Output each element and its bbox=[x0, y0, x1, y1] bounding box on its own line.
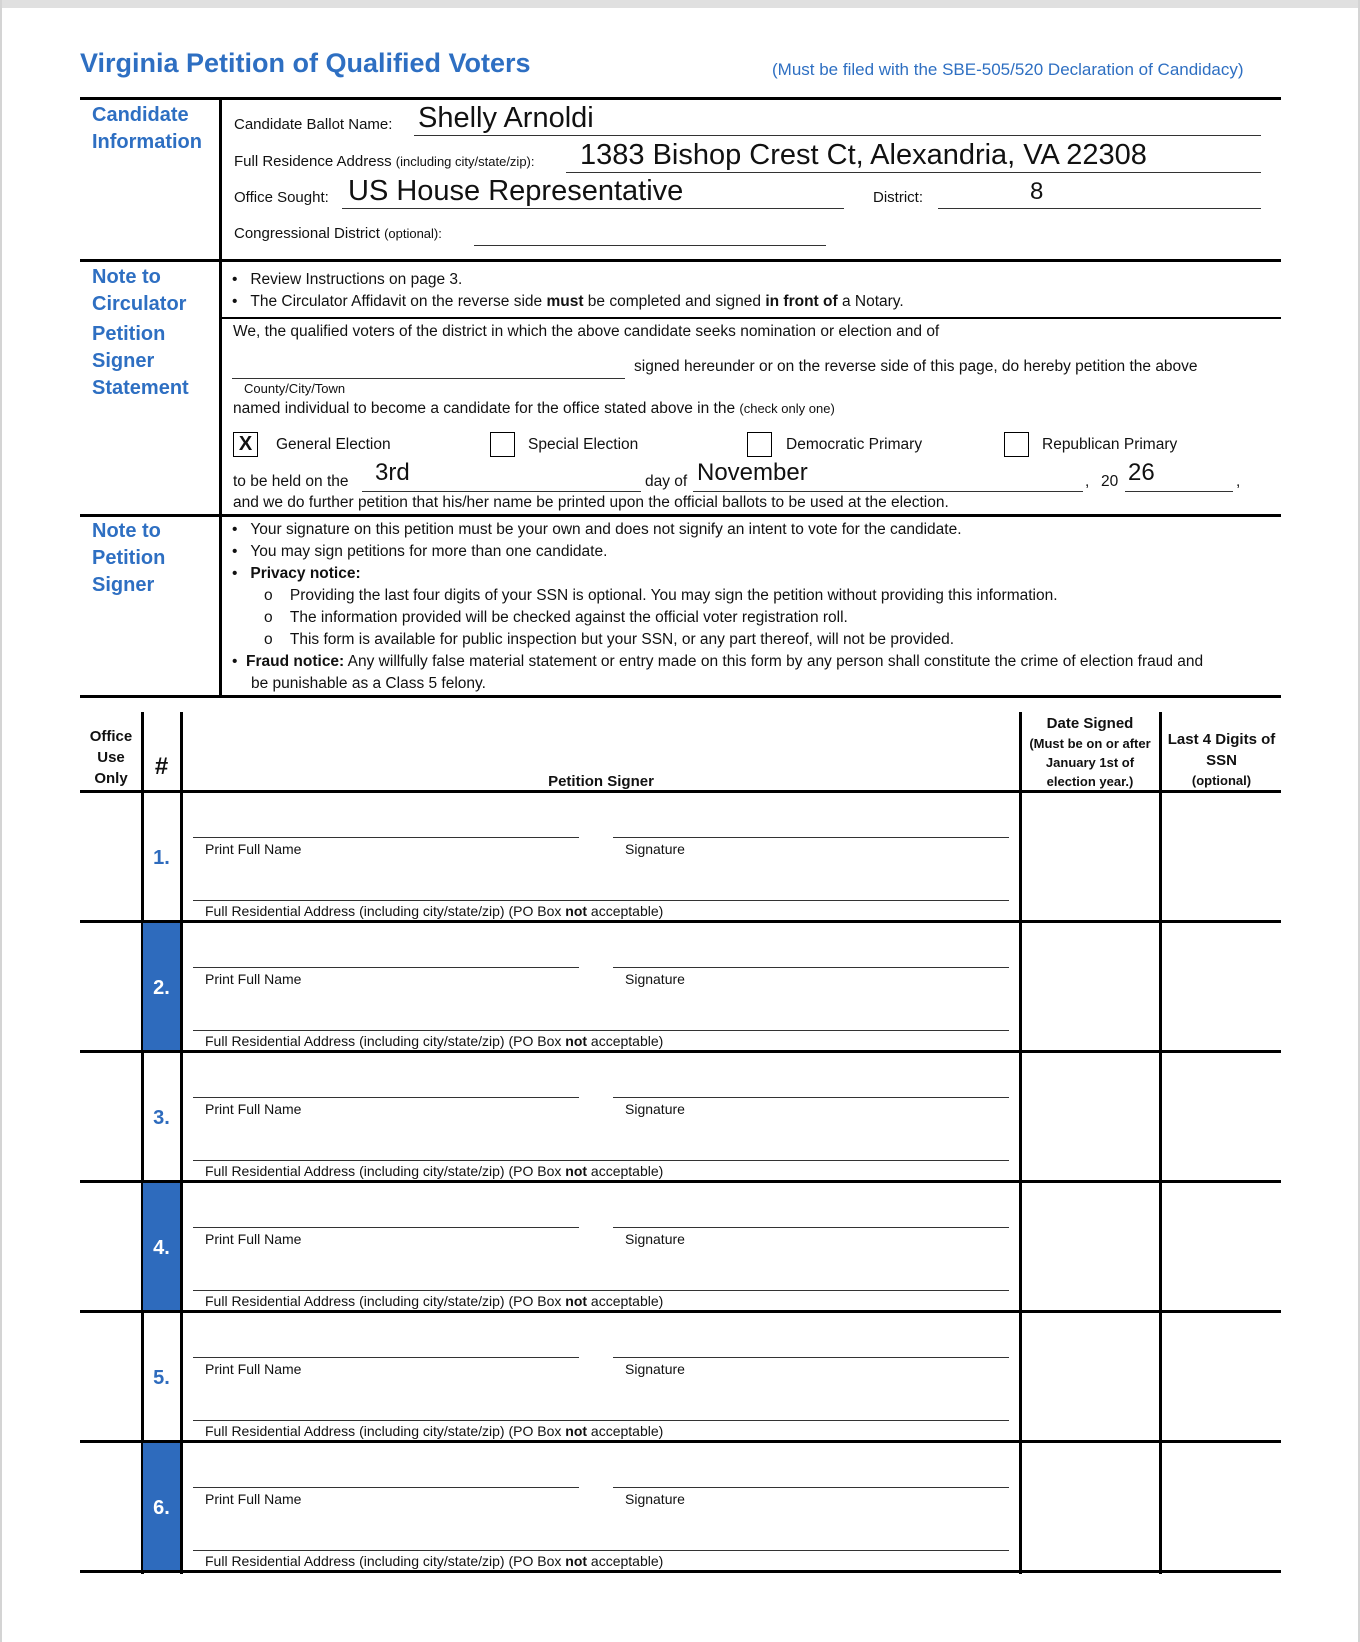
col-number: # bbox=[154, 753, 169, 780]
col-date-note: (Must be on or after January 1st of election year.) bbox=[1029, 736, 1151, 789]
statement-line-2: signed hereunder or on the reverse side of this page, do hereby petition the above bbox=[634, 358, 1198, 375]
row-rule bbox=[80, 1570, 1281, 1573]
signer-note-3: • Privacy notice: bbox=[232, 565, 361, 582]
general-election-checkbox[interactable]: X bbox=[233, 432, 258, 457]
viewer-top-bar bbox=[0, 0, 1360, 8]
address-line[interactable] bbox=[193, 1420, 1009, 1421]
privacy-note-1: o Providing the last four digits of your SSN is optional. You may sign the petition without providing this information. bbox=[264, 587, 1058, 604]
col-petition-signer: Petition Signer bbox=[548, 773, 654, 790]
print-name-label: Print Full Name bbox=[205, 841, 302, 857]
page-edge-left bbox=[0, 0, 2, 1642]
row-rule bbox=[80, 1440, 1281, 1443]
print-name-line[interactable] bbox=[193, 1097, 579, 1098]
rule-after-circulator bbox=[219, 317, 1281, 319]
signature-line[interactable] bbox=[613, 1487, 1009, 1488]
election-year-line bbox=[1125, 491, 1233, 492]
address-label: Full Residential Address (including city/state/zip) (PO Box not acceptable) bbox=[205, 903, 664, 919]
print-name-line[interactable] bbox=[193, 1227, 579, 1228]
district-label: District: bbox=[873, 189, 923, 206]
rule-top bbox=[80, 97, 1281, 100]
office-label: Office Sought: bbox=[234, 189, 329, 206]
signature-label: Signature bbox=[625, 1491, 685, 1507]
row-rule bbox=[80, 1310, 1281, 1313]
address-line[interactable] bbox=[193, 900, 1009, 901]
col-ssn-note: (optional) bbox=[1191, 773, 1252, 788]
signer-note-1: • Your signature on this petition must be your own and does not signify an intent to vote for the candidate. bbox=[232, 521, 962, 538]
election-year-value[interactable]: 26 bbox=[1128, 459, 1155, 486]
col-date-title: Date Signed bbox=[1046, 715, 1134, 732]
special-election-checkbox[interactable] bbox=[490, 432, 515, 457]
rule-after-statement bbox=[80, 514, 1281, 517]
circulator-notes bbox=[232, 269, 904, 313]
circulator-note-1: • Review Instructions on page 3. bbox=[232, 271, 463, 288]
year-prefix: 20 bbox=[1101, 473, 1119, 490]
general-election-label: General Election bbox=[276, 436, 391, 453]
signature-label: Signature bbox=[625, 971, 685, 987]
table-header-rule bbox=[80, 790, 1281, 793]
address-label: Full Residential Address (including city/state/zip) (PO Box not acceptable) bbox=[205, 1293, 664, 1309]
table-divider-date bbox=[1019, 712, 1022, 1574]
form-title: Virginia Petition of Qualified Voters bbox=[80, 48, 531, 78]
signature-label: Signature bbox=[625, 1231, 685, 1247]
signer-notes bbox=[232, 519, 1203, 695]
fraud-notice-cont: be punishable as a Class 5 felony. bbox=[251, 675, 486, 692]
election-month-line bbox=[693, 491, 1083, 492]
table-divider-num bbox=[180, 712, 183, 1574]
rule-after-signer-note bbox=[80, 695, 1281, 698]
year-comma: , bbox=[1236, 473, 1241, 490]
rule-after-candidate bbox=[80, 259, 1281, 262]
privacy-note-3: o This form is available for public inspection but your SSN, or any part thereof, will not be provided. bbox=[264, 631, 955, 648]
congressional-line[interactable] bbox=[474, 245, 826, 246]
county-label: County/City/Town bbox=[244, 381, 346, 396]
signature-line[interactable] bbox=[613, 1227, 1009, 1228]
county-line[interactable] bbox=[232, 378, 625, 379]
address-line[interactable] bbox=[193, 1030, 1009, 1031]
print-name-line[interactable] bbox=[193, 1487, 579, 1488]
form-subtitle: (Must be filed with the SBE-505/520 Declaration of Candidacy) bbox=[772, 60, 1244, 79]
print-name-label: Print Full Name bbox=[205, 1101, 302, 1117]
address-line bbox=[566, 172, 1261, 173]
address-label: Full Residential Address (including city/state/zip) (PO Box not acceptable) bbox=[205, 1553, 664, 1569]
signature-line[interactable] bbox=[613, 1357, 1009, 1358]
table-divider-ssn bbox=[1159, 712, 1162, 1574]
election-day-line bbox=[362, 491, 641, 492]
row-number: 6. bbox=[153, 1497, 170, 1519]
row-rule bbox=[80, 1180, 1281, 1183]
section-divider-vertical bbox=[219, 99, 222, 698]
section-petition-signer-statement: Petition Signer Statement bbox=[92, 323, 189, 399]
congressional-label: Congressional District (optional): bbox=[234, 225, 442, 242]
signature-line[interactable] bbox=[613, 967, 1009, 968]
address-label: Full Residential Address (including city/state/zip) (PO Box not acceptable) bbox=[205, 1163, 664, 1179]
row-rule bbox=[80, 1050, 1281, 1053]
ballot-name-line bbox=[414, 135, 1261, 136]
print-name-line[interactable] bbox=[193, 837, 579, 838]
row-rule bbox=[80, 920, 1281, 923]
office-line bbox=[342, 208, 844, 209]
signature-line[interactable] bbox=[613, 837, 1009, 838]
office-value[interactable]: US House Representative bbox=[348, 175, 684, 207]
print-name-label: Print Full Name bbox=[205, 1491, 302, 1507]
republican-primary-checkbox[interactable] bbox=[1004, 432, 1029, 457]
address-value[interactable]: 1383 Bishop Crest Ct, Alexandria, VA 22308 bbox=[580, 139, 1147, 171]
row-number: 4. bbox=[153, 1237, 170, 1259]
held-on-label: to be held on the bbox=[233, 473, 349, 490]
row-number: 1. bbox=[153, 847, 170, 869]
section-note-to-circulator: Note to Circulator bbox=[92, 266, 187, 315]
row-number: 3. bbox=[153, 1107, 170, 1129]
print-name-label: Print Full Name bbox=[205, 1231, 302, 1247]
print-name-label: Print Full Name bbox=[205, 971, 302, 987]
col-date-signed bbox=[1022, 713, 1158, 791]
special-election-label: Special Election bbox=[528, 436, 639, 453]
address-label: Full Residence Address (including city/state/zip): bbox=[234, 153, 535, 170]
statement-line-5: and we do further petition that his/her name be printed upon the official ballots to be used at the election. bbox=[233, 494, 949, 511]
signature-line[interactable] bbox=[613, 1097, 1009, 1098]
address-line[interactable] bbox=[193, 1290, 1009, 1291]
ballot-name-label: Candidate Ballot Name: bbox=[234, 116, 393, 133]
circulator-note-2: • The Circulator Affidavit on the reverse side must be completed and signed in front of a Notary. bbox=[232, 293, 904, 310]
statement-line-1: We, the qualified voters of the district in which the above candidate seeks nomination or election and of bbox=[233, 323, 940, 340]
row-number: 5. bbox=[153, 1367, 170, 1389]
statement-line-3: named individual to become a candidate for the office stated above in the (check only one) bbox=[233, 400, 835, 417]
signature-label: Signature bbox=[625, 1101, 685, 1117]
address-line[interactable] bbox=[193, 1550, 1009, 1551]
print-name-line[interactable] bbox=[193, 967, 579, 968]
col-office-use-only: Office Use Only bbox=[89, 728, 133, 787]
print-name-line[interactable] bbox=[193, 1357, 579, 1358]
ballot-name-value[interactable]: Shelly Arnoldi bbox=[418, 102, 594, 134]
row-number: 2. bbox=[153, 977, 170, 999]
address-label: Full Residential Address (including city/state/zip) (PO Box not acceptable) bbox=[205, 1423, 664, 1439]
fraud-notice: • Fraud notice: Any willfully false material statement or entry made on this form by any person shall constitute the crime of election fraud and bbox=[232, 653, 1204, 670]
print-name-label: Print Full Name bbox=[205, 1361, 302, 1377]
section-note-to-petition-signer: Note to Petition Signer bbox=[92, 520, 166, 596]
signature-label: Signature bbox=[625, 841, 685, 857]
day-of-label: day of bbox=[645, 473, 688, 490]
address-line[interactable] bbox=[193, 1160, 1009, 1161]
signer-note-2: • You may sign petitions for more than one candidate. bbox=[232, 543, 608, 560]
democratic-primary-checkbox[interactable] bbox=[747, 432, 772, 457]
col-ssn bbox=[1162, 729, 1281, 790]
republican-primary-label: Republican Primary bbox=[1042, 436, 1178, 453]
election-month-value[interactable]: November bbox=[697, 459, 808, 486]
democratic-primary-label: Democratic Primary bbox=[786, 436, 923, 453]
date-comma: , bbox=[1085, 473, 1090, 490]
privacy-note-2: o The information provided will be checked against the official voter registration roll. bbox=[264, 609, 848, 626]
section-candidate-information: Candidate Information bbox=[92, 104, 202, 153]
district-value[interactable]: 8 bbox=[1030, 178, 1044, 205]
election-day-value[interactable]: 3rd bbox=[375, 459, 410, 486]
signature-label: Signature bbox=[625, 1361, 685, 1377]
address-label: Full Residential Address (including city/state/zip) (PO Box not acceptable) bbox=[205, 1033, 664, 1049]
col-ssn-title: Last 4 Digits of SSN bbox=[1167, 731, 1276, 769]
district-line bbox=[938, 208, 1261, 209]
